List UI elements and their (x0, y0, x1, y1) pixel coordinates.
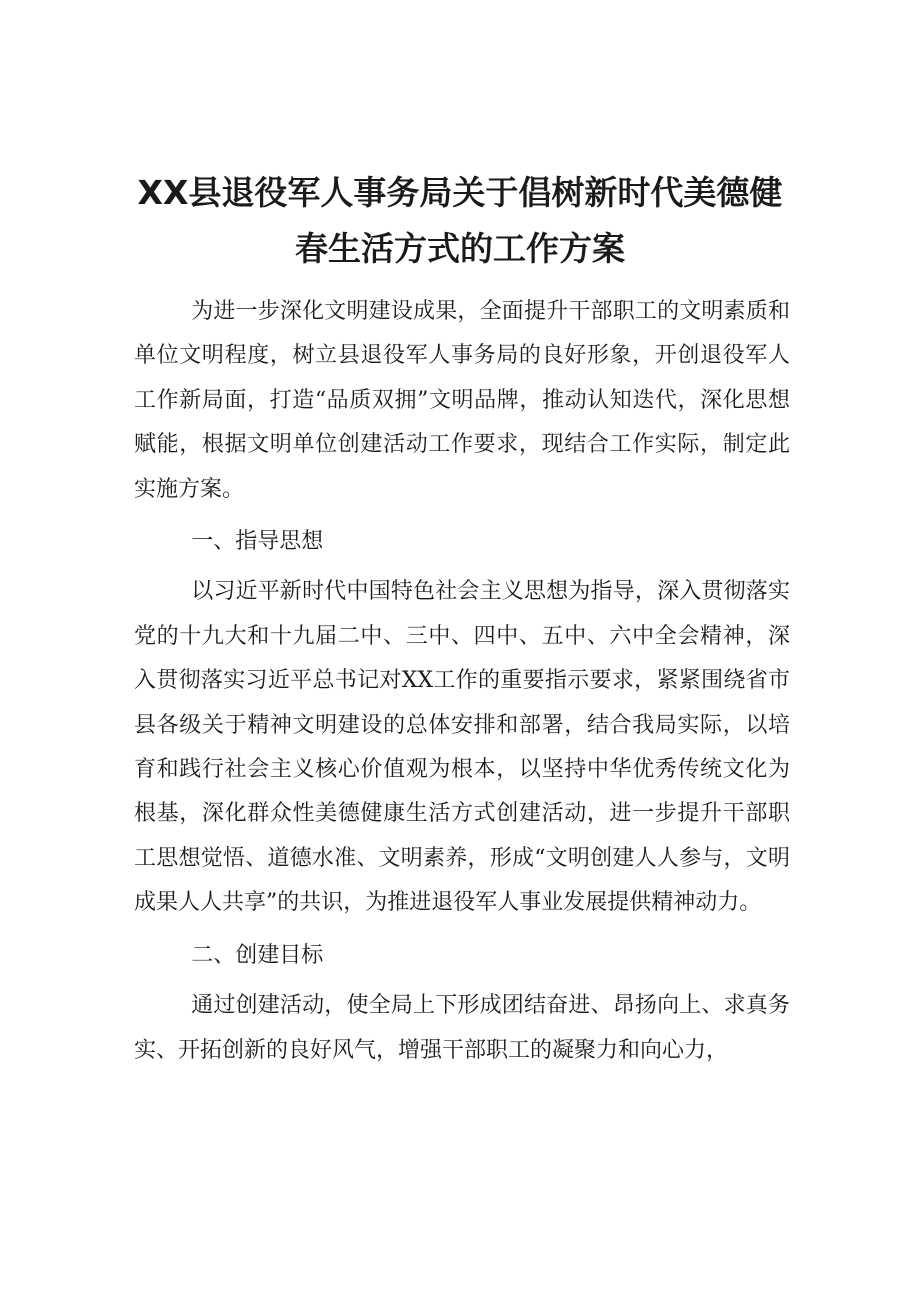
document-title-line-2: 春生活方式的工作方案 (295, 229, 625, 268)
document-title-line-1: XX县退役军人事务局关于倡树新时代美德健 (137, 173, 783, 212)
intro-paragraph: 为进一步深化文明建设成果，全面提升干部职工的文明素质和单位文明程度，树立县退役军人事务局的良好形象，开创退役军人工作新局面，打造“品质双拥”文明品牌，推动认知迭代，深化思想赋能，根据文明单位创建活动工作要求，现结合工作实际，制定此实施方案。 (134, 299, 790, 502)
section-heading-goals: 二、创建目标 (191, 942, 324, 968)
section-heading-guiding-ideology: 一、指导思想 (191, 529, 324, 555)
goals-paragraph: 通过创建活动，使全局上下形成团结奋进、昂扬向上、求真务实、开拓创新的良好风气，增强干部职工的凝聚力和向心力， (134, 993, 790, 1063)
document-body (134, 290, 790, 1073)
guiding-ideology-paragraph: 以习近平新时代中国特色社会主义思想为指导，深入贯彻落实党的十九大和十九届二中、三中、四中、五中、六中全会精神，深入贯彻落实习近平总书记对XX工作的重要指示要求，紧紧围绕省市县各级关于精神文明建设的总体安排和部署，结合我局实际，以培育和践行社会主义核心价值观为根本，以坚持中华优秀传统文化为根基，深化群众性美德健康生活方式创建活动，进一步提升干部职工思想觉悟、道德水准、文明素养，形成“文明创建人人参与，文明成果人人共享”的共识，为推进退役军人事业发展提供精神动力。 (134, 579, 790, 916)
